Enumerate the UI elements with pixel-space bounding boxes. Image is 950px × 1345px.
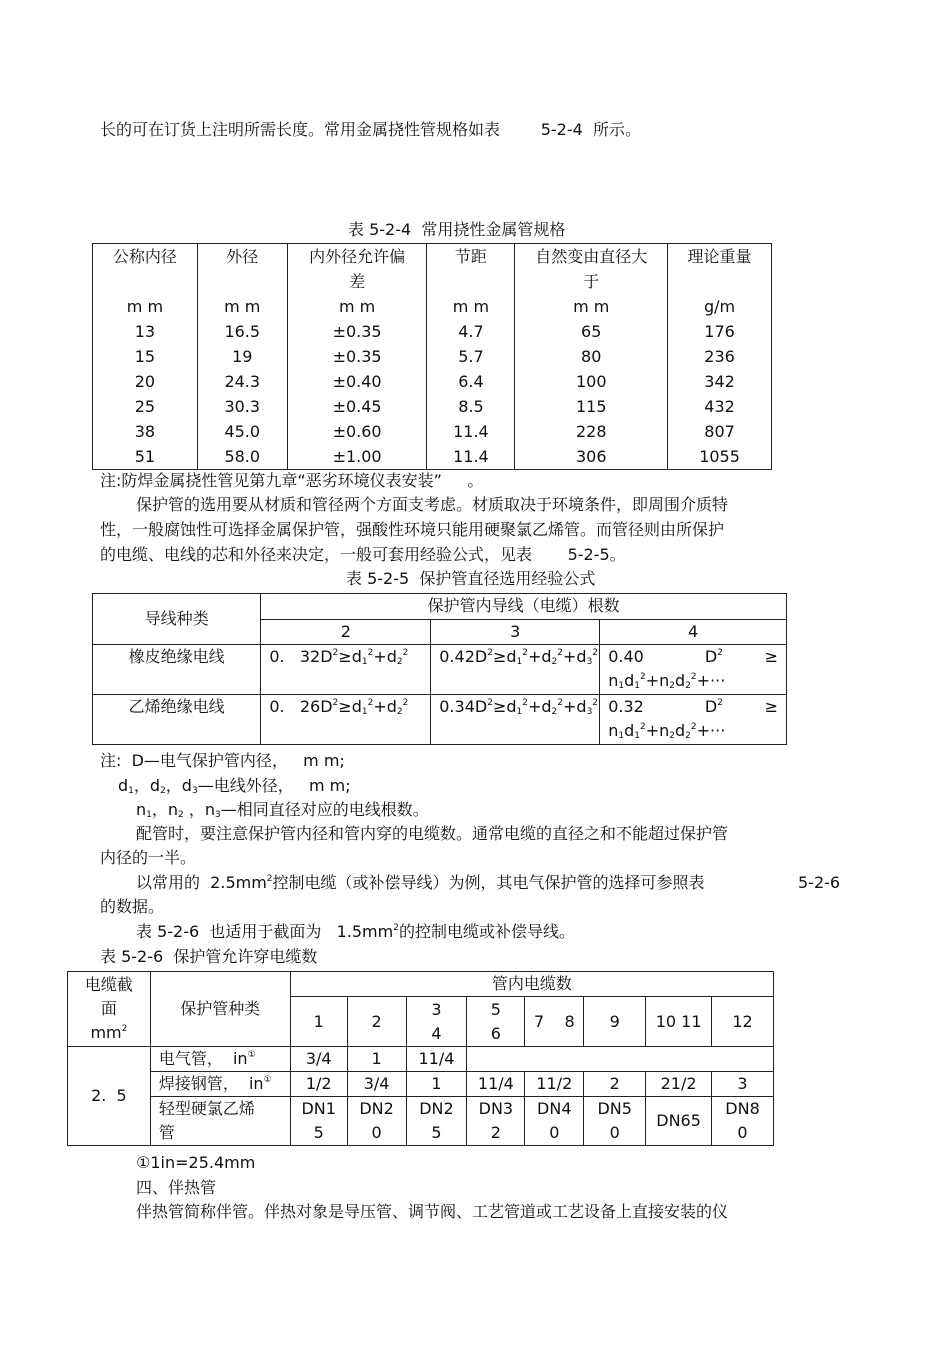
- header-count-col: 4: [600, 619, 787, 645]
- header-count-col: 2: [347, 997, 406, 1047]
- header-pipe-type: 保护管种类: [150, 972, 290, 1047]
- table-cell: 115: [515, 394, 668, 419]
- header-count-col: 12: [712, 997, 774, 1047]
- table-cell: DN4 0: [525, 1097, 584, 1146]
- table-cell: 20: [93, 369, 198, 394]
- header-section: 电缆截 面 $mm^2$: [68, 972, 151, 1047]
- table-cell: 228: [515, 419, 668, 444]
- pipe-type-cell: 轻型硬氯乙烯 管: [150, 1097, 290, 1146]
- table-cell: 30.3: [197, 394, 287, 419]
- table-cell: DN2 0: [347, 1097, 406, 1146]
- pipe-type-cell: 焊接钢管， in①: [150, 1072, 290, 1097]
- units-row: [93, 294, 772, 319]
- table-5-2-4: [92, 243, 772, 470]
- header-cont-4: [427, 269, 515, 294]
- table-cell: 11/4: [406, 1047, 467, 1072]
- header-wire-count: 保护管内导线（电缆）根数: [261, 594, 787, 620]
- table-row: [93, 444, 772, 470]
- table-header-row-2: [93, 269, 772, 294]
- table-row: [68, 1097, 774, 1146]
- header-outer-diameter: 外径: [197, 244, 287, 270]
- header-tolerance-cont: 差: [287, 269, 427, 294]
- unit-cell: g/m: [668, 294, 772, 319]
- table-cell: DN1 5: [290, 1097, 347, 1146]
- unit-cell: m m: [515, 294, 668, 319]
- table-cell: ±1.00: [287, 444, 427, 470]
- table-row: [93, 394, 772, 419]
- table-header-row: [68, 972, 774, 997]
- header-cont-6: [668, 269, 772, 294]
- table-cell: 3: [712, 1072, 774, 1097]
- header-cont-1: [93, 269, 198, 294]
- header-wire-type: 导线种类: [93, 594, 261, 645]
- table-reference: 5-2-6: [798, 873, 841, 892]
- header-bend-cont: 于: [515, 269, 668, 294]
- paragraph-line: 的数据。: [100, 897, 165, 916]
- header-tolerance: 内外径允许偏: [287, 244, 427, 270]
- pipe-type-cell: 电气管， in①: [150, 1047, 290, 1072]
- table-cell: 15: [93, 344, 198, 369]
- header-weight: 理论重量: [668, 244, 772, 270]
- table-cell: 19: [197, 344, 287, 369]
- paragraph-line: 伴热管简称伴管。伴热对象是导压管、调节阀、工艺管道或工艺设备上直接安装的仪: [136, 1202, 729, 1221]
- table-cell: 6.4: [427, 369, 515, 394]
- table-cell: ±0.35: [287, 344, 427, 369]
- header-count-col: 1: [290, 997, 347, 1047]
- table-cell: 21/2: [646, 1072, 712, 1097]
- table-row: [68, 1047, 774, 1072]
- intro-line: 长的可在订货上注明所需长度。常用金属挠性管规格如表 5-2-4 所示。: [100, 120, 641, 139]
- table-row: [93, 645, 787, 695]
- formula-cell: 0. $32D^2\ge d_1^2+d_2^2$: [261, 645, 431, 695]
- table-cell: 25: [93, 394, 198, 419]
- table-cell: 11.4: [427, 444, 515, 470]
- header-count-col: 3 4: [406, 997, 467, 1047]
- table-cell: DN3 2: [467, 1097, 525, 1146]
- table-row: [93, 419, 772, 444]
- note-d-sizes: $d_1$，$d_2$，$d_3—$电线外径， m m;: [118, 776, 351, 796]
- table-cell: 176: [668, 319, 772, 344]
- header-count-col: 2: [261, 619, 431, 645]
- header-cable-count: 管内电缆数: [290, 972, 773, 997]
- unit-cell: m m: [93, 294, 198, 319]
- table-cell: 8.5: [427, 394, 515, 419]
- wire-type-cell: 乙烯绝缘电线: [93, 695, 261, 745]
- table-5-2-6-caption: 表 5-2-6 保护管允许穿电缆数: [100, 947, 318, 966]
- table-5-2-4-caption: 表 5-2-4 常用挠性金属管规格: [348, 220, 566, 239]
- header-count-col: 5 6: [467, 997, 525, 1047]
- note-d: 注: D—电气保护管内径， m m;: [100, 751, 345, 770]
- table-cell: ±0.35: [287, 319, 427, 344]
- table-cell: 13: [93, 319, 198, 344]
- formula-cell: 0.32 $D^2$ ≥ $n_1d_1^2+n_2d_2^2+\cdot\cdot\cdot$: [600, 695, 787, 745]
- table-5-2-6: [67, 971, 774, 1146]
- table-cell: 3/4: [290, 1047, 347, 1072]
- table-header-row: [93, 594, 787, 620]
- table-cell: ±0.40: [287, 369, 427, 394]
- table-cell: 11/2: [525, 1072, 584, 1097]
- paragraph-line: 保护管的选用要从材质和管径两个方面支考虑。材质取决于环境条件，即周围介质特: [136, 495, 729, 514]
- table-cell: DN2 5: [406, 1097, 467, 1146]
- table-cell: DN5 0: [584, 1097, 646, 1146]
- paragraph-line: 配管时，要注意保护管内径和管内穿的电缆数。通常电缆的直径之和不能超过保护管: [136, 824, 729, 843]
- table-5-2-5-caption: 表 5-2-5 保护管直径选用经验公式: [346, 569, 596, 588]
- header-count-col: 10 11: [646, 997, 712, 1047]
- table-5-2-6-footnote: ①1in=25.4mm: [136, 1153, 256, 1172]
- section-cell: 2. 5: [68, 1047, 151, 1146]
- table-cell: 1: [406, 1072, 467, 1097]
- table-cell: 45.0: [197, 419, 287, 444]
- table-row: [93, 344, 772, 369]
- header-pitch: 节距: [427, 244, 515, 270]
- header-bend-diameter: 自然变由直径大: [515, 244, 668, 270]
- table-cell: DN65: [646, 1097, 712, 1146]
- table-cell: 5.7: [427, 344, 515, 369]
- table-row: [93, 369, 772, 394]
- wire-type-cell: 橡皮绝缘电线: [93, 645, 261, 695]
- table-5-2-5: [92, 593, 787, 745]
- table-cell: 432: [668, 394, 772, 419]
- formula-cell: 0.40 $D^2$ ≥ $n_1d_1^2+n_2d_2^2+\cdot\cdot\cdot$: [600, 645, 787, 695]
- header-cont-2: [197, 269, 287, 294]
- unit-cell: m m: [197, 294, 287, 319]
- section-4-title: 四、伴热管: [136, 1178, 217, 1197]
- paragraph-line: 以常用的 $2.5mm^2$控制电缆（或补偿导线）为例，其电气保护管的选择可参照表: [136, 873, 705, 892]
- paragraph-line: 内径的一半。: [100, 848, 197, 867]
- table-cell: 342: [668, 369, 772, 394]
- table-cell: 24.3: [197, 369, 287, 394]
- table-cell: 807: [668, 419, 772, 444]
- table-5-2-4-note: 注:防焊金属挠性管见第九章“恶劣环境仪表安装” 。: [100, 471, 484, 490]
- header-count-col: 3: [431, 619, 600, 645]
- table-row: [93, 319, 772, 344]
- table-cell: 38: [93, 419, 198, 444]
- table-cell: 1055: [668, 444, 772, 470]
- table-cell: 11.4: [427, 419, 515, 444]
- table-cell: 1/2: [290, 1072, 347, 1097]
- table-cell: 65: [515, 319, 668, 344]
- table-row: [93, 695, 787, 745]
- table-row: [68, 1072, 774, 1097]
- table-cell: 11/4: [467, 1072, 525, 1097]
- table-cell: 51: [93, 444, 198, 470]
- note-n-counts: $n_1$，$n_2$ ，$n_3—$相同直径对应的电线根数。: [136, 800, 429, 820]
- table-cell: 58.0: [197, 444, 287, 470]
- formula-cell: $0.42D^2\ge d_1^2+d_2^2+d_3^2$: [431, 645, 600, 695]
- formula-cell: 0. $26D^2\ge d_1^2+d_2^2$: [261, 695, 431, 745]
- table-cell: DN8 0: [712, 1097, 774, 1146]
- table-cell: 100: [515, 369, 668, 394]
- unit-cell: m m: [287, 294, 427, 319]
- table-cell: 4.7: [427, 319, 515, 344]
- table-header-row: [93, 244, 772, 270]
- table-cell: 3/4: [347, 1072, 406, 1097]
- table-cell: ±0.45: [287, 394, 427, 419]
- paragraph-line: 表 5-2-6 也适用于截面为 $1.5mm^2$的控制电缆或补偿导线。: [136, 922, 575, 941]
- table-cell: 16.5: [197, 319, 287, 344]
- table-cell-empty: [467, 1047, 774, 1072]
- table-cell: 236: [668, 344, 772, 369]
- table-cell: ±0.60: [287, 419, 427, 444]
- header-count-col: 9: [584, 997, 646, 1047]
- formula-cell: $0.34D^2\ge d_1^2+d_2^2+d_3^2$: [431, 695, 600, 745]
- table-cell: 1: [347, 1047, 406, 1072]
- unit-cell: m m: [427, 294, 515, 319]
- table-cell: 306: [515, 444, 668, 470]
- table-cell: 2: [584, 1072, 646, 1097]
- header-count-col: 7 8: [525, 997, 584, 1047]
- paragraph-line: 的电缆、电线的芯和外径来决定，一般可套用经验公式，见表 5-2-5。: [100, 545, 626, 564]
- header-nominal-diameter: 公称内径: [93, 244, 198, 270]
- table-cell: 80: [515, 344, 668, 369]
- paragraph-line: 性，一般腐蚀性可选择金属保护管，强酸性环境只能用硬聚氯乙烯管。而管径则由所保护: [100, 520, 725, 539]
